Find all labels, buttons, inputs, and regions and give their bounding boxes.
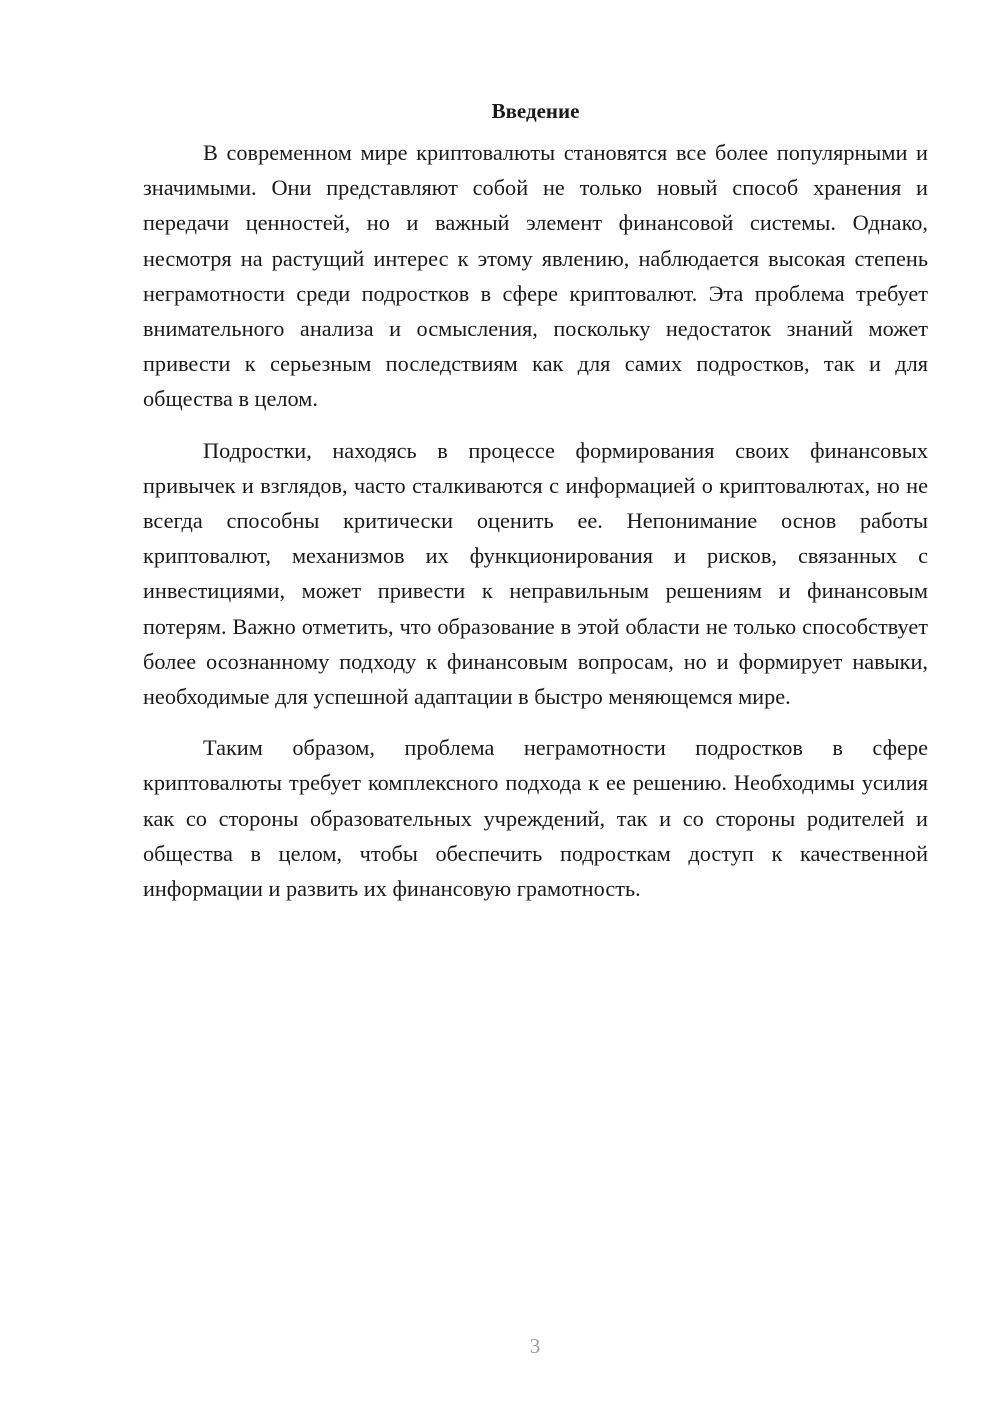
page-number: 3 — [529, 1334, 541, 1358]
section-title: Введение — [491, 99, 580, 123]
paragraph-1: В современном мире криптовалюты становятся все более популярными и значимыми. Они представляют собой не только новый способ хранения и передачи ценностей, но и важный элемент финансовой системы. Однако, несмотря на растущий интерес к этому явлению, наблюдается высокая степень неграмотности среди подростков в сфере криптовалют. Эта проблема требует внимательного анализа и осмысления, поскольку недостаток знаний может привести к серьезным последствиям как для самих подростков, так и для общества в целом. — [143, 140, 928, 412]
document-body — [143, 98, 928, 922]
paragraph-3: Таким образом, проблема неграмотности подростков в сфере криптовалюты требует комплексного подхода к ее решению. Необходимы усилия как со стороны образовательных учреждений, так и со стороны родителей и общества в целом, чтобы обеспечить подросткам доступ к качественной информации и развить их финансовую грамотность. — [143, 735, 928, 902]
paragraph-2: Подростки, находясь в процессе формирования своих финансовых привычек и взглядов, часто сталкиваются с информацией о криптовалютах, но не всегда способны критически оценить ее. Непонимание основ работы криптовалют, механизмов их функционирования и рисков, связанных с инвестициями, может привести к неправильным решениям и финансовым потерям. Важно отметить, что образование в этой области не только способствует более осознанному подходу к финансовым вопросам, но и формирует навыки, необходимые для успешной адаптации в быстро меняющемся мире. — [143, 437, 928, 710]
